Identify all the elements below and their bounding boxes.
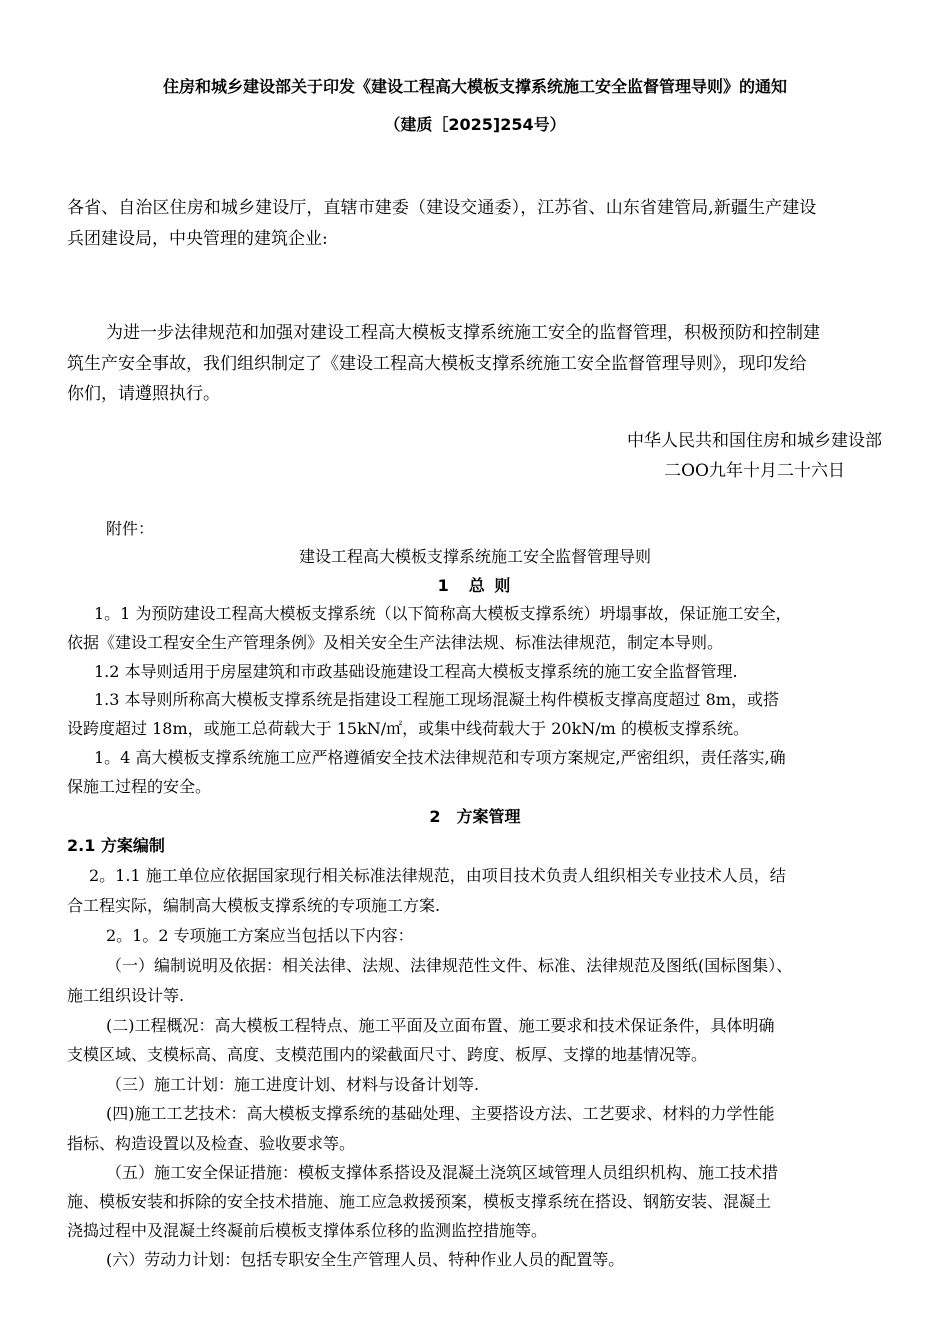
- section-2-1-heading: 2.1 方案编制: [67, 836, 165, 855]
- item-1-line-2: 施工组织设计等.: [67, 986, 185, 1005]
- item-3: （三）施工计划：施工进度计划、材料与设备计划等.: [106, 1075, 480, 1094]
- issuer: 中华人民共和国住房和城乡建设部: [627, 431, 882, 451]
- item-4-line-1: (四)施工工艺技术：高大模板支撑系统的基础处理、主要搭设方法、工艺要求、材料的力学性能: [106, 1104, 775, 1123]
- item-1-line-1: （一）编制说明及依据：相关法律、法规、法律规范性文件、标准、法律规范及图纸(国标图集）、: [106, 956, 793, 975]
- item-6: (六）劳动力计划：包括专职安全生产管理人员、特种作业人员的配置等。: [106, 1250, 625, 1269]
- attachment-label: 附件：: [106, 519, 155, 538]
- intro-line-2: 筑生产安全事故，我们组织制定了《建设工程高大模板支撑系统施工安全监督管理导则》，现印发给: [67, 354, 807, 374]
- clause-2-1-1-line-1: 2。1.1 施工单位应依据国家现行相关标准法律规范，由项目技术负责人组织相关专业技术人员，结: [89, 866, 786, 885]
- clause-2-1-1-line-2: 合工程实际，编制高大模板支撑系统的专项施工方案.: [67, 896, 441, 915]
- addressee-line-1: 各省、自治区住房和城乡建设厅，直辖市建委（建设交通委），江苏省、山东省建管局,新疆生产建设: [67, 198, 817, 218]
- item-5-line-1: （五）施工安全保证措施：模板支撑体系搭设及混凝土浇筑区域管理人员组织机构、施工技术措: [106, 1163, 779, 1182]
- clause-2-1-2: 2。1。2 专项施工方案应当包括以下内容：: [106, 926, 414, 945]
- chapter-1-heading: 1 总 则: [437, 576, 513, 595]
- item-2-line-1: (二)工程概况：高大模板工程特点、施工平面及立面布置、施工要求和技术保证条件，具体明确: [106, 1016, 775, 1035]
- clause-1-1-line-2: 依据《建设工程安全生产管理条例》及相关安全生产法律法规、标准法律规范，制定本导则。: [67, 633, 724, 652]
- item-2-line-2: 支模区域、支模标高、高度、支模范围内的梁截面尺寸、跨度、板厚、支撑的地基情况等。: [67, 1045, 708, 1064]
- notice-title: 住房和城乡建设部关于印发《建设工程高大模板支撑系统施工安全监督管理导则》的通知: [162, 77, 787, 96]
- clause-1-4-line-1: 1。4 高大模板支撑系统施工应严格遵循安全技术法律规范和专项方案规定,严密组织，责任落实,确: [94, 748, 786, 767]
- chapter-2-heading: 2 方案管理: [429, 807, 521, 826]
- document-number: （建质［2025]254号）: [384, 115, 566, 134]
- clause-1-3-line-2: 设跨度超过 18m，或施工总荷载大于 15kN/㎡，或集中线荷载大于 20kN/m 的模板支撑系统。: [67, 719, 749, 738]
- clause-1-4-line-2: 保施工过程的安全。: [67, 777, 212, 796]
- intro-line-1: 为进一步法律规范和加强对建设工程高大模板支撑系统施工安全的监督管理，积极预防和控制建: [106, 323, 820, 343]
- item-5-line-2: 施、模板安装和拆除的安全技术措施、施工应急救援预案，模板支撑系统在搭设、钢筋安装、混凝土: [67, 1192, 772, 1211]
- clause-1-2: 1.2 本导则适用于房屋建筑和市政基础设施建设工程高大模板支撑系统的施工安全监督管理.: [94, 662, 738, 681]
- addressee-line-2: 兵团建设局，中央管理的建筑企业:: [67, 229, 328, 249]
- attachment-title: 建设工程高大模板支撑系统施工安全监督管理导则: [298, 547, 651, 566]
- clause-1-3-line-1: 1.3 本导则所称高大模板支撑系统是指建设工程施工现场混凝土构件模板支撑高度超过 8m，或搭: [94, 690, 779, 709]
- clause-1-1-line-1: 1。1 为预防建设工程高大模板支撑系统（以下简称高大模板支撑系统）坍塌事故，保证施工安全，: [94, 604, 792, 623]
- issue-date: 二OO九年十月二十六日: [664, 461, 845, 481]
- intro-line-3: 你们，请遵照执行。: [67, 384, 220, 404]
- item-5-line-3: 浇捣过程中及混凝土终凝前后模板支撑体系位移的监测监控措施等。: [67, 1221, 548, 1240]
- item-4-line-2: 指标、构造设置以及检查、验收要求等。: [67, 1134, 356, 1153]
